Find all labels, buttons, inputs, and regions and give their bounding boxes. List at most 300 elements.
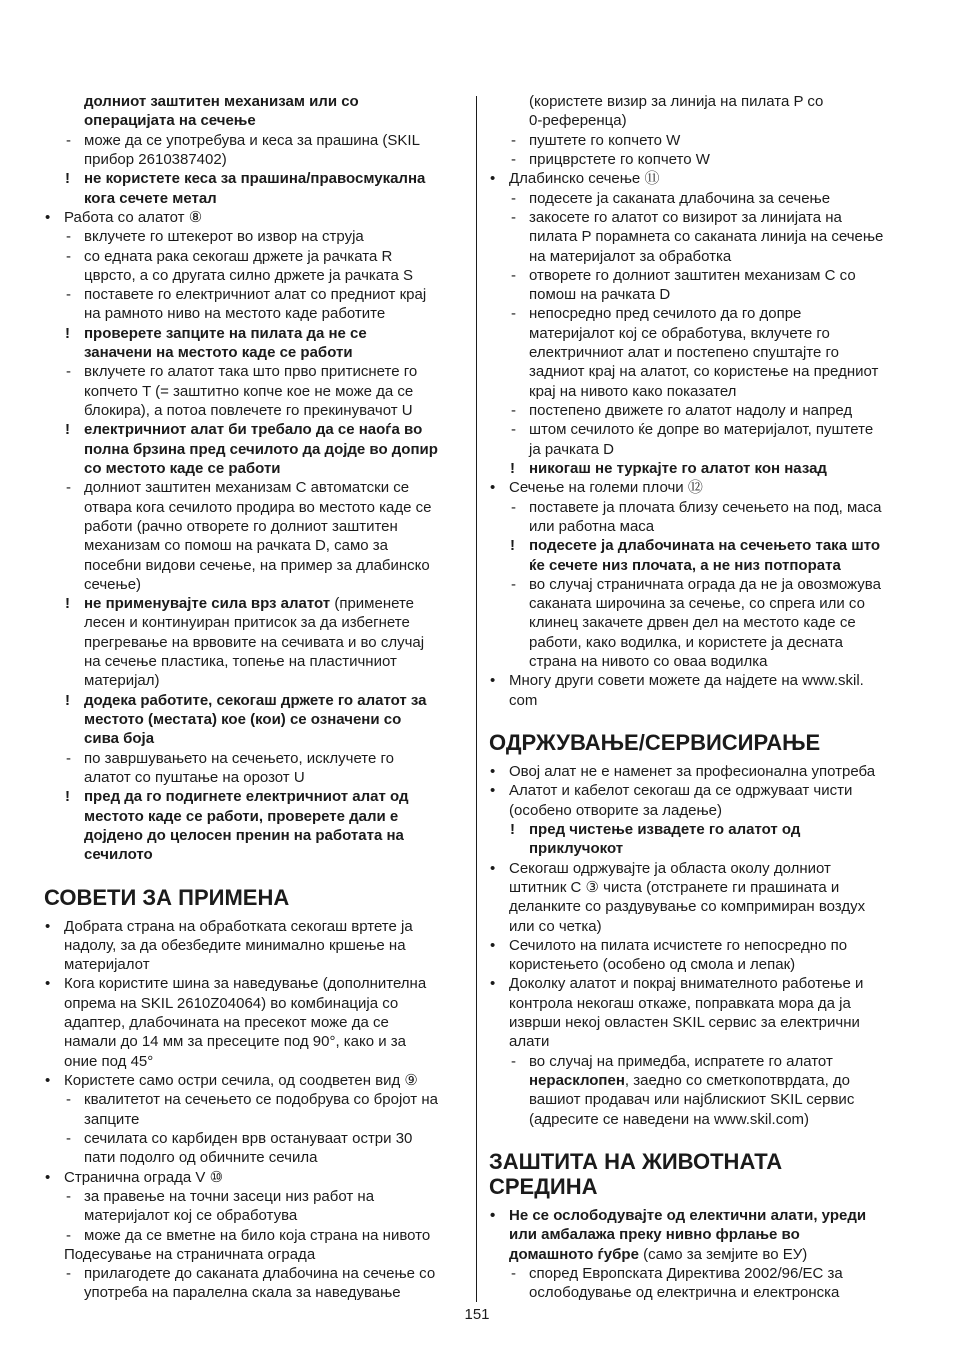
text-line [44, 266, 468, 285]
line-text: вклучете го алатот така што прво притиснете го [84, 363, 418, 381]
dash-marker: - [66, 1091, 71, 1109]
text-line [489, 1206, 929, 1225]
line-text: долниот заштитен механизам или со [84, 93, 359, 110]
line-text: блокира), а потоа повлечете го прекинувачот U [84, 402, 413, 419]
warning-item [44, 787, 468, 864]
dash-marker: - [66, 1187, 71, 1205]
line-text: (применете [330, 595, 414, 613]
dash-marker: - [511, 208, 516, 226]
text-line [489, 974, 929, 993]
text-line [489, 536, 929, 555]
text-line [44, 1148, 468, 1167]
dash-marker: - [511, 498, 516, 516]
line-text: или со четка) [509, 917, 602, 935]
text-line [44, 189, 468, 208]
text-line [44, 324, 468, 343]
text-line [44, 169, 468, 188]
bold-text: домашното ѓубре [509, 1245, 639, 1263]
bullet-marker: • [490, 672, 496, 690]
text-line [44, 1168, 468, 1187]
bullet-item [489, 936, 929, 975]
bullet-marker: • [490, 763, 496, 780]
line-text: кога сечете метал [84, 189, 217, 207]
line-text: не користете кеса за прашина/правосмукална [84, 170, 426, 188]
line-text: (само за земјите во ЕУ) [638, 1245, 808, 1263]
section-heading [44, 885, 468, 910]
line-text: Странична ограда V ⑩ [64, 1168, 224, 1186]
dash-marker: - [511, 421, 516, 439]
text-line [489, 208, 929, 227]
bullet-marker: • [490, 859, 496, 877]
line-text: алати [509, 1033, 550, 1051]
line-text: крај на нивото како показател [529, 382, 737, 400]
bullet-marker: • [490, 170, 496, 188]
bullet-marker: • [490, 936, 496, 954]
text-line [44, 1187, 468, 1206]
line-text: закосете го алатот со визирот за линијата на [529, 208, 842, 226]
text-line [44, 92, 468, 111]
line-text: надолу, за да обезбедите минимално кршење на [64, 936, 406, 954]
dash-item [489, 401, 929, 420]
dash-marker: - [511, 266, 516, 284]
warning-item [44, 691, 468, 749]
bullet-marker: • [490, 782, 496, 800]
dash-item [44, 227, 468, 246]
bullet-item [489, 478, 929, 497]
dash-marker: - [66, 228, 71, 246]
text-line [44, 633, 468, 652]
text-line [44, 652, 468, 671]
line-text: пуштете го копчето W [529, 131, 681, 149]
text-line [44, 1226, 468, 1245]
text-line [44, 974, 468, 993]
line-text: електричниот алат и постепено спуштајте го [529, 344, 839, 362]
dash-marker: - [511, 131, 516, 149]
text-line [489, 839, 929, 858]
text-line [489, 801, 929, 820]
text-line [44, 285, 468, 304]
warning-marker: ! [65, 595, 70, 613]
text-line [44, 671, 468, 690]
line-text: проверете запците на пилата да не се [84, 324, 367, 342]
line-text: прилагодете до саканата длабочина на сечење со [84, 1265, 436, 1283]
text-line [44, 440, 468, 459]
line-text: местото каде се работи, проверете дали е [84, 807, 399, 825]
bold-text: не применувајте сила врз алатот [84, 595, 331, 613]
heading-line: СОВЕТИ ЗА ПРИМЕНА [44, 884, 290, 910]
dash-item [489, 189, 929, 208]
line-text: Овој алат не е наменет за професионална употреба [509, 763, 876, 780]
text-line [489, 633, 929, 652]
right-column [489, 92, 929, 1303]
text-line [44, 343, 468, 362]
text-line [489, 266, 929, 285]
line-text: оние под 45° [64, 1052, 154, 1070]
warning-item [489, 536, 929, 575]
dash-item [489, 208, 929, 266]
text-line [44, 382, 468, 401]
line-text: квалитетот на сечењето се подобрува со бројот на [84, 1091, 438, 1109]
line-text: полна брзина пред сечилото да дојде во допир [84, 440, 438, 458]
line-text: Секогаш одржувајте ја областа околу долниот [509, 859, 831, 877]
line-text: материјалот кој се обработува [84, 1207, 298, 1225]
bullet-item [489, 169, 929, 188]
line-text: местото (местата) кое (кои) се означени со [84, 711, 402, 728]
dash-item [44, 1187, 468, 1226]
dash-marker: - [66, 286, 71, 304]
line-text: поставете го електричниот алат со предниот крај [84, 286, 427, 304]
column-divider [476, 96, 477, 1302]
text-line [44, 1129, 468, 1148]
line-text: никогаш не туркајте го алатот кон назад [529, 459, 827, 477]
text-line [489, 897, 929, 916]
bullet-item [44, 1071, 468, 1090]
text-line [489, 401, 929, 420]
text-line [489, 517, 929, 536]
text-line [489, 1071, 929, 1090]
dash-marker: - [66, 1129, 71, 1147]
line-text: или амбалажа преку нивно фрлање во [509, 1226, 800, 1244]
line-text: употреба на паралелна скала за наведување [84, 1284, 401, 1302]
line-text: Длабинско сечење ⑪ [509, 170, 660, 188]
text-line [489, 781, 929, 800]
dash-item [489, 304, 929, 401]
line-text: непосредно пред сечилото да го допре [529, 305, 802, 323]
text-line [44, 459, 468, 478]
text-line [489, 671, 929, 690]
line-text: адаптер, длабочината на пресекот може да се [64, 1014, 389, 1032]
text-line [489, 1245, 929, 1264]
bullet-item [489, 859, 929, 936]
line-text: долниот заштитен механизам C автоматски се [84, 479, 410, 497]
continued-text [489, 92, 929, 131]
text-line [489, 955, 929, 974]
text-line [489, 917, 929, 936]
line-text: Работа со алатот ⑧ [64, 208, 203, 226]
line-text: операцијата на сечење [84, 112, 256, 130]
warning-item [44, 324, 468, 363]
text-line [489, 382, 929, 401]
bullet-item [489, 1206, 929, 1264]
text-line [489, 498, 929, 517]
dash-item [489, 498, 929, 537]
text-line [489, 343, 929, 362]
warning-marker: ! [510, 459, 515, 477]
bullet-marker: • [45, 1072, 51, 1089]
line-text: користењето (особено од смола и лепак) [509, 956, 796, 974]
dash-marker: - [66, 749, 71, 767]
dash-item [44, 1264, 468, 1303]
line-text: отвара кога сечилото продира во местото каде се [84, 498, 432, 516]
text-line [489, 131, 929, 150]
warning-item [44, 169, 468, 208]
text-line [489, 227, 929, 246]
dash-marker: - [66, 479, 71, 497]
line-text: во случај на примедба, испратете го алатот [529, 1052, 833, 1070]
bullet-marker: • [45, 1168, 51, 1186]
line-text: работи, како водилка, и користете ја десната [529, 633, 843, 651]
text-line [44, 401, 468, 420]
bullet-marker: • [45, 208, 51, 226]
dash-item [44, 362, 468, 420]
line-text: вашиот продавач или најблискиот SKIL сервис [529, 1091, 855, 1109]
text-line [44, 247, 468, 266]
line-text: прицврстете го копчето W [529, 150, 710, 168]
text-line [44, 729, 468, 748]
text-line [44, 208, 468, 227]
text-line [44, 227, 468, 246]
text-line [44, 556, 468, 575]
text-line [44, 517, 468, 536]
dash-marker: - [511, 575, 516, 593]
dash-marker: - [511, 189, 516, 207]
text-line [489, 324, 929, 343]
line-text: помош на рачката D [529, 286, 671, 304]
line-text: материјал) [84, 672, 160, 690]
line-text: ќе сечете низ плочата, а не низ потпората [529, 556, 841, 574]
line-text: опрема на SKIL 2610Z04064) во комбинација со [64, 994, 399, 1012]
text-line [44, 1206, 468, 1225]
text-line [44, 150, 468, 169]
line-text: пред да го подигнете електричниот алат од [84, 788, 409, 806]
line-text: ја рачката D [529, 440, 614, 458]
text-line [489, 247, 929, 266]
line-text: по завршувањето на сечењето, исклучете го [84, 749, 395, 767]
line-text: заначени на местото каде се работи [84, 344, 353, 362]
line-text: (особено отворите за ладење) [509, 801, 722, 819]
line-text: сива боја [84, 730, 155, 748]
line-text: пати подолго од обичните сечила [84, 1149, 318, 1167]
page-number: 151 [464, 1306, 490, 1323]
text-line [44, 826, 468, 845]
dash-marker: - [66, 131, 71, 149]
line-text: подесете ја длабочината на сечењето така што [529, 537, 881, 555]
dash-marker: - [66, 247, 71, 265]
text-line [489, 1032, 929, 1051]
dash-item [44, 247, 468, 286]
text-line [44, 749, 468, 768]
text-line [489, 613, 929, 632]
text-line [489, 169, 929, 188]
section-heading [489, 730, 929, 755]
text-line [44, 1264, 468, 1283]
text-line [44, 536, 468, 555]
text-line [489, 1052, 929, 1071]
warning-marker: ! [510, 537, 515, 555]
dash-marker: - [511, 305, 516, 323]
text-line [489, 92, 929, 111]
warning-marker: ! [510, 820, 515, 838]
text-line [489, 420, 929, 439]
line-text: Користете само остри сечила, од соодветен вид ⑨ [64, 1072, 418, 1089]
text-line [44, 478, 468, 497]
dash-item [489, 1264, 929, 1303]
dash-marker: - [66, 363, 71, 381]
text-line [44, 936, 468, 955]
plain-text [44, 1245, 468, 1264]
text-line [44, 691, 468, 710]
text-line [44, 594, 468, 613]
text-line [44, 787, 468, 806]
line-text: ослободување од електрична и електронска [529, 1284, 840, 1302]
heading-line: СРЕДИНА [489, 1173, 598, 1199]
bullet-item [489, 762, 929, 781]
text-line [489, 994, 929, 1013]
text-line [44, 575, 468, 594]
bullet-item [44, 1168, 468, 1187]
text-line [489, 478, 929, 497]
warning-marker: ! [65, 788, 70, 806]
left-column [44, 92, 468, 1303]
text-line [489, 1013, 929, 1032]
text-line [489, 878, 929, 897]
text-line [44, 1013, 468, 1032]
line-text: намали до 14 мм за пресеците под 90°, како и за [64, 1033, 407, 1051]
line-text: во случај страничната ограда да не ја овозможува [529, 575, 881, 593]
line-text: Сечење на големи плочи ⑫ [509, 479, 703, 497]
line-text: може да се вметне на било која страна на нивото [84, 1226, 431, 1244]
text-line [489, 362, 929, 381]
text-line [489, 440, 929, 459]
dash-marker: - [66, 1265, 71, 1283]
continued-text [44, 92, 468, 131]
text-line [489, 111, 929, 130]
line-text: сечилото [84, 846, 153, 864]
text-line [44, 498, 468, 517]
bullet-item [489, 974, 929, 1051]
text-line [44, 710, 468, 729]
line-text: Доколку алатот и покрај внимателното работење и [509, 975, 864, 993]
text-line [489, 1283, 929, 1302]
text-line [44, 304, 468, 323]
text-line [44, 1245, 468, 1264]
line-text: материјалот [64, 956, 150, 974]
line-text: Кога користите шина за наведување (дополнителна [64, 975, 427, 993]
warning-marker: ! [65, 170, 70, 188]
bullet-item [489, 671, 929, 710]
text-line [44, 807, 468, 826]
line-text: прибор 2610387402) [84, 150, 227, 168]
heading-line: ОДРЖУВАЊЕ/СЕРВИСИРАЊЕ [489, 730, 821, 755]
dash-item [489, 150, 929, 169]
warning-item [489, 459, 929, 478]
text-line [489, 459, 929, 478]
section-heading [489, 1149, 929, 1199]
line-text: цврсто, а со другата силно држете ја рачката S [84, 266, 414, 284]
line-text: сечилата со карбиден врв остануваат остри 30 [84, 1129, 413, 1147]
text-line [489, 691, 929, 710]
line-text: 0-референца) [529, 112, 627, 130]
line-text: поставете ја плочата близу сечењето на под, маса [529, 498, 882, 516]
dash-item [44, 285, 468, 324]
dash-item [489, 266, 929, 305]
line-text: Многу други совети можете да најдете на www.skil. [509, 672, 864, 690]
text-line [489, 556, 929, 575]
text-line [489, 859, 929, 878]
line-text: (користете визир за линија на пилата P со [529, 93, 824, 110]
line-text: копчето T (= заштитно копче кое не може да се [84, 382, 414, 400]
dash-item [44, 1129, 468, 1168]
text-line [44, 1052, 468, 1071]
line-text: за правење на точни засеци низ работ на [84, 1187, 375, 1205]
line-text: деланките со раздувување со компримиран воздух [509, 898, 866, 916]
line-text: контрола некогаш откаже, поправката мора да ја [509, 994, 851, 1012]
line-text: механизам со помош на рачката D, само за [84, 537, 388, 555]
dash-item [489, 131, 929, 150]
line-text: штитник C ③ чиста (отстранете ги прашината и [509, 878, 840, 896]
line-text: Не се ослободувајте од електични алати, уреди [509, 1206, 867, 1224]
line-text: отворете го долниот заштитен механизам C со [529, 266, 856, 284]
line-text: Алатот и кабелот секогаш да се одржуваат чисти [509, 782, 853, 800]
warning-marker: ! [65, 691, 70, 709]
bullet-item [44, 917, 468, 975]
line-text: може да се употребува и кеса за прашина (SKIL [84, 131, 420, 149]
bullet-marker: • [45, 917, 51, 935]
warning-item [489, 820, 929, 859]
dash-item [489, 1052, 929, 1129]
dash-item [44, 131, 468, 170]
text-line [489, 1264, 929, 1283]
bullet-marker: • [490, 479, 496, 497]
line-text: Сечилото на пилата исчистете го непосредно по [509, 936, 848, 954]
line-text: Подесување на страничната ограда [64, 1245, 316, 1263]
line-text: подесете ја саканата длабочина за сечење [529, 189, 831, 207]
line-text: страна на нивото со оваа водилка [529, 653, 768, 671]
line-text: штом сечилото ќе допре во материјалот, пуштете [529, 421, 874, 439]
line-text: со местото каде се работи [84, 459, 281, 477]
text-line [44, 917, 468, 936]
text-line [489, 575, 929, 594]
text-line [44, 111, 468, 130]
line-text: на сечење пластика, топење на пластичниот [84, 653, 397, 671]
warning-marker: ! [65, 421, 70, 439]
warning-marker: ! [65, 324, 70, 342]
line-text: клинец закачете дрвен дел на местото каде се [529, 614, 856, 632]
dash-item [44, 1226, 468, 1245]
line-text: со едната рака секогаш држете ја рачката R [84, 247, 393, 265]
text-line [489, 304, 929, 323]
text-line [489, 820, 929, 839]
line-text: материјалот кој се обработува, вклучете го [529, 324, 830, 342]
line-text: работи (рачно отворете го долниот заштитен [84, 517, 398, 535]
line-text: посебни видови сечење, на пример за длабинско [84, 556, 430, 574]
text-line [44, 362, 468, 381]
text-line [44, 1032, 468, 1051]
text-line [489, 594, 929, 613]
bullet-item [489, 781, 929, 820]
text-line [489, 285, 929, 304]
line-text: пилата P порамнета со саканата линија на сечење [529, 228, 884, 246]
line-text: (адресите се наведени на www.skil.com) [529, 1110, 810, 1128]
text-line [44, 1071, 468, 1090]
text-line [489, 1110, 929, 1129]
line-text: вклучете го штекерот во извор на струја [84, 228, 364, 246]
line-text: на материјалот за обработка [529, 247, 732, 265]
line-text: дојдено до целосен пренин на работата на [84, 826, 404, 844]
line-text: изврши некој овластен SKIL сервис за електрични [509, 1014, 860, 1032]
line-text: додека работите, секогаш држете го алатот за [84, 691, 427, 709]
bullet-item [44, 208, 468, 227]
bullet-marker: • [490, 975, 496, 993]
text-line [44, 613, 468, 632]
dash-marker: - [511, 150, 516, 168]
text-line [44, 131, 468, 150]
dash-marker: - [511, 1264, 516, 1282]
line-text: или работна маса [529, 517, 655, 535]
text-line [489, 189, 929, 208]
text-line [44, 994, 468, 1013]
text-line [489, 150, 929, 169]
